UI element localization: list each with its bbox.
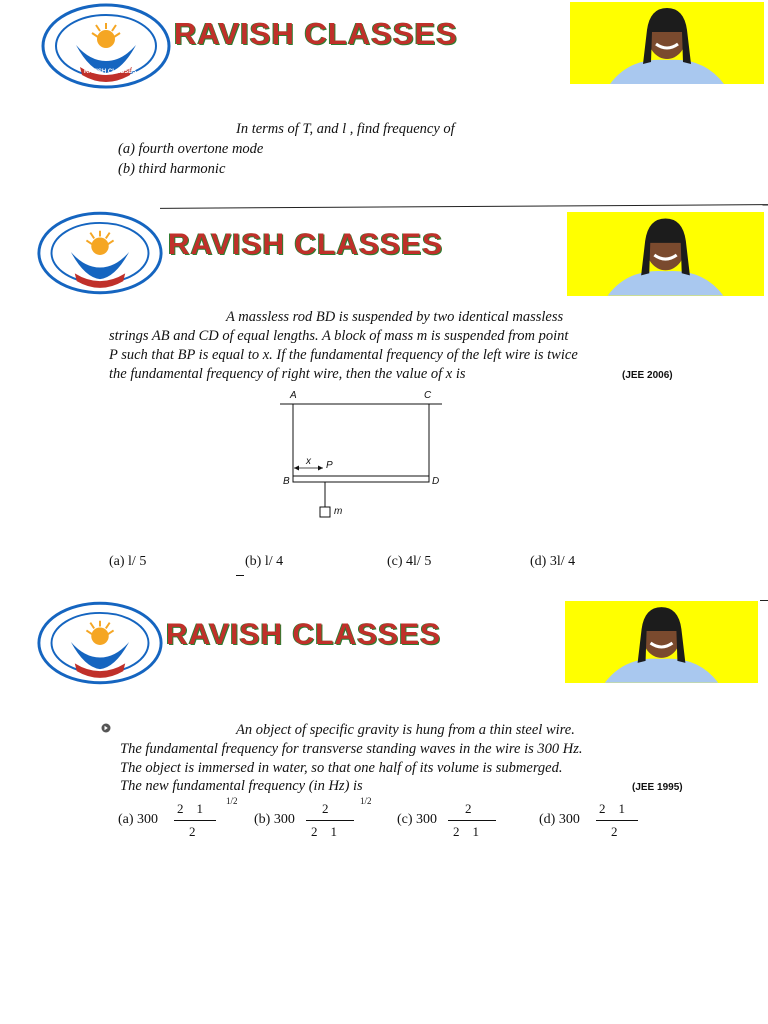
option-b-underline (236, 575, 244, 576)
q3-option-a-label: (a) 300 (118, 812, 159, 827)
q1-prompt: In terms of T, and l , find frequency of (236, 121, 455, 137)
diagram-label-p: P (326, 460, 333, 471)
q3-option-b-den: 2 1 (311, 824, 337, 839)
q3-option-d-den: 2 (611, 824, 618, 839)
q3-option-a-den: 2 (189, 824, 196, 839)
q2-line-1: A massless rod BD is suspended by two identical massless (226, 309, 564, 325)
q2-source: (JEE 2006) (622, 370, 673, 381)
diagram-label-c: C (424, 390, 432, 401)
instructor-photo (567, 212, 764, 296)
q3-line-1: An object of specific gravity is hung from a thin steel wire. (236, 722, 575, 738)
diagram-label-m: m (334, 506, 343, 517)
logo-seal (36, 600, 164, 686)
section-divider (160, 204, 768, 209)
logo-banner-text: RAVISH CLASSES (84, 69, 137, 75)
q2-option-c: (c) 4l/ 5 (387, 554, 432, 569)
bullet-icon (101, 723, 111, 733)
q1-option-b: (b) third harmonic (118, 161, 226, 177)
brand-title: RAVISH CLASSES (168, 228, 444, 261)
q3-option-b-exp: 1/2 (360, 796, 372, 806)
q3-line-2: The fundamental frequency for transverse standing waves in the wire is 300 Hz. (120, 741, 583, 757)
q1-option-a: (a) fourth overtone mode (118, 141, 264, 157)
instructor-photo (570, 2, 764, 84)
q3-line-3: The object is immersed in water, so that one half of its volume is submerged. (120, 760, 563, 776)
brand-title: RAVISH CLASSES (174, 16, 458, 51)
diagram-label-b: B (283, 476, 290, 487)
q3-option-c-num: 2 (465, 801, 472, 816)
q3-option-b-num: 2 (322, 801, 329, 816)
fraction-bar (596, 820, 638, 821)
diagram-label-d: D (432, 476, 440, 487)
q3-option-a-num: 2 1 (177, 801, 203, 816)
fraction-bar (448, 820, 496, 821)
diagram-label-a: A (290, 390, 297, 401)
fraction-bar (174, 820, 216, 821)
brand-title: RAVISH CLASSES (166, 618, 442, 651)
q2-line-2: strings AB and CD of equal lengths. A block of mass m is suspended from point (109, 328, 569, 344)
logo-seal (40, 3, 172, 89)
q3-source: (JEE 1995) (632, 782, 683, 793)
q3-option-d-label: (d) 300 (539, 812, 580, 827)
q3-option-c-label: (c) 300 (397, 812, 438, 827)
q2-line-4: the fundamental frequency of right wire, then the value of x is (109, 366, 466, 382)
q3-option-d-num: 2 1 (599, 801, 625, 816)
q2-option-b: (b) l/ 4 (245, 554, 284, 569)
section-divider (760, 600, 768, 601)
q2-option-d: (d) 3l/ 4 (530, 554, 576, 569)
q3-line-4: The new fundamental frequency (in Hz) is (120, 778, 363, 794)
q2-line-3: P such that BP is equal to x. If the fundamental frequency of the left wire is twice (109, 347, 578, 363)
q3-option-a-exp: 1/2 (226, 796, 238, 806)
q3-option-b-label: (b) 300 (254, 812, 295, 827)
instructor-photo (565, 601, 758, 683)
q3-option-c-den: 2 1 (453, 824, 479, 839)
diagram-label-x: x (306, 456, 311, 467)
fraction-bar (306, 820, 354, 821)
q2-option-a: (a) l/ 5 (109, 554, 147, 569)
logo-seal (36, 210, 164, 296)
